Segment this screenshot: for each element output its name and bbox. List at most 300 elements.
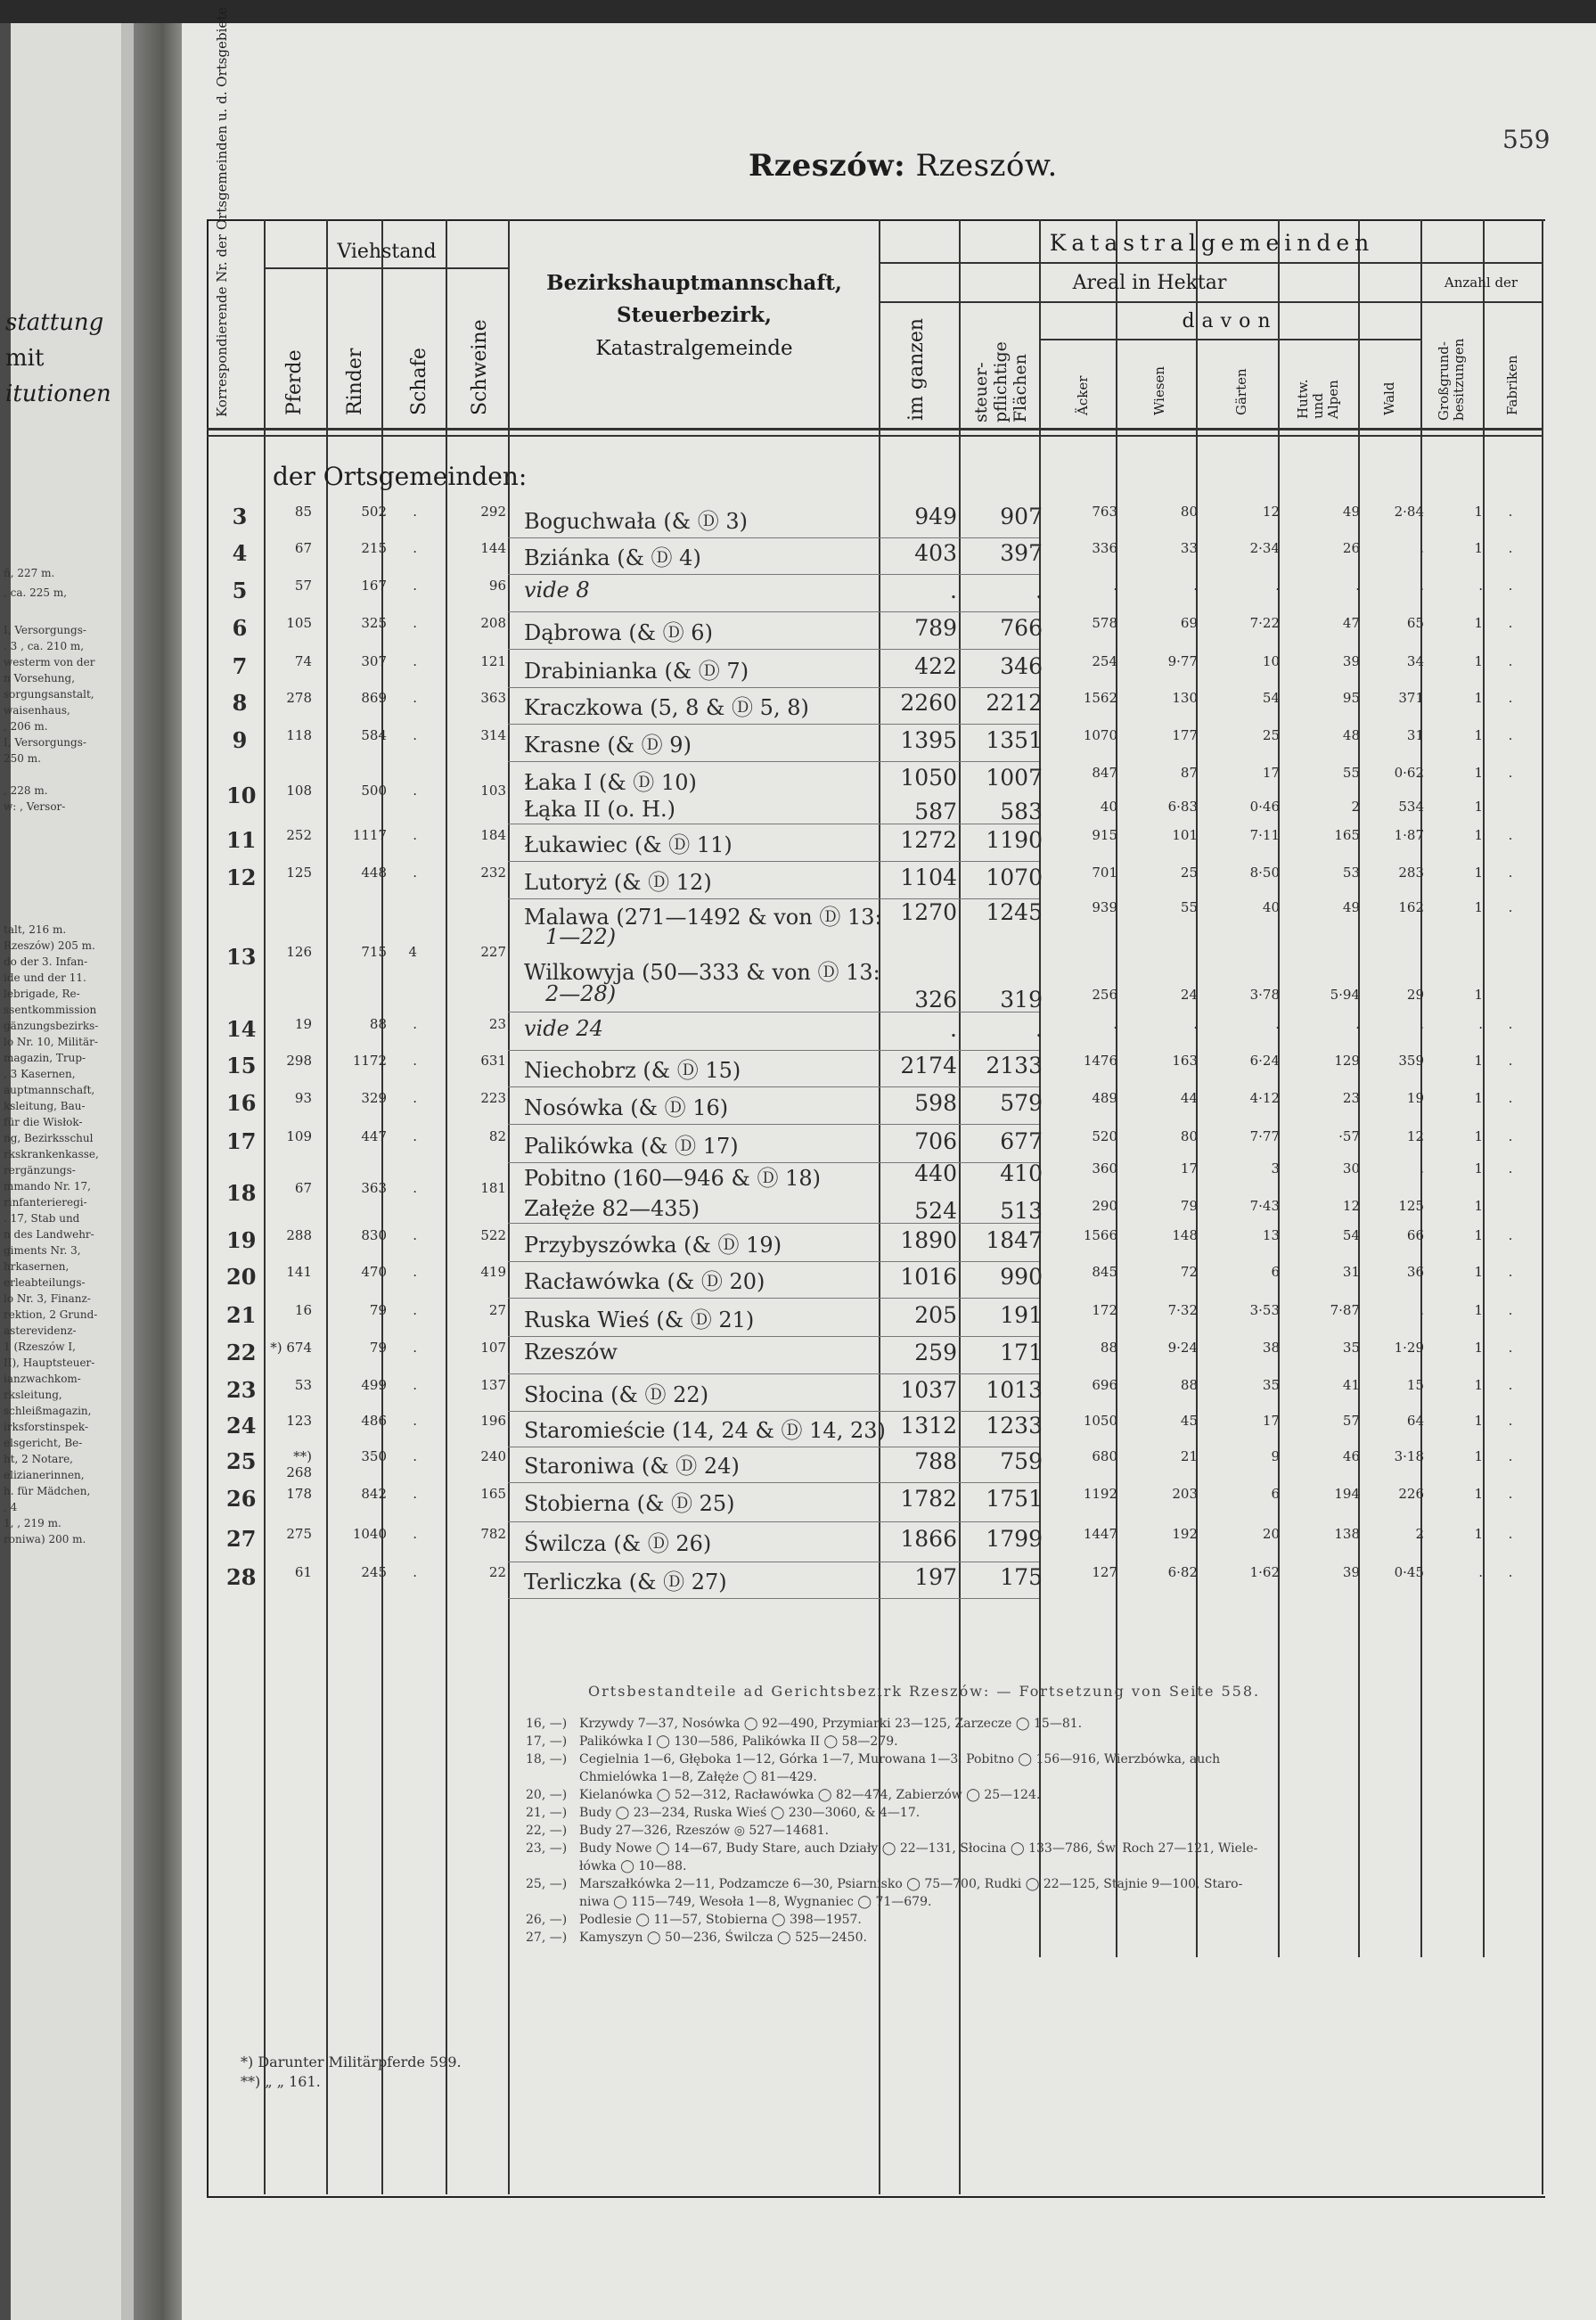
cell-wi: 80 — [1180, 1128, 1198, 1144]
cell-st: 346 — [1000, 653, 1043, 679]
cell-st: 1847 — [986, 1227, 1043, 1253]
cell-gr: 1 — [1474, 1160, 1483, 1176]
footnote-militaerpferde-2: **) „ „ 161. — [241, 2073, 321, 2090]
cell-nr: 21 — [226, 1302, 257, 1328]
ortsbestandteile-key: 26, —) — [526, 1913, 568, 1927]
header-bezirkshauptmannschaft: Bezirkshauptmannschaft, — [546, 271, 842, 295]
cell-pf: 85 — [294, 504, 312, 520]
cell-ga: 7·11 — [1249, 827, 1280, 843]
ortsbestandteile-key: 23, —) — [526, 1841, 568, 1856]
cell-ri: 842 — [361, 1486, 387, 1502]
cell-fa: . — [1508, 1448, 1513, 1464]
cell-gr: 1 — [1474, 865, 1483, 881]
cell-sc: . — [413, 1128, 417, 1144]
ortsbestandteile-line — [526, 1733, 1533, 1750]
cell-fa: . — [1508, 504, 1513, 520]
cell-ga: 20 — [1262, 1526, 1280, 1542]
cell-ac: 1476 — [1083, 1053, 1117, 1069]
cell-ri: 245 — [361, 1564, 387, 1580]
cell-sw: 27 — [488, 1302, 506, 1318]
cell-ga: 35 — [1262, 1377, 1280, 1393]
cell-st-second: 513 — [1000, 1198, 1043, 1224]
cell-sc: . — [413, 653, 417, 669]
cell-wa: 12 — [1406, 1128, 1424, 1144]
cell-gr: 1 — [1474, 690, 1483, 706]
cell-ga: 6·24 — [1249, 1053, 1280, 1069]
cell-ga: 6 — [1271, 1486, 1280, 1502]
cell-wa: 2·84 — [1394, 504, 1424, 520]
cell-ig-second: 587 — [914, 799, 957, 824]
cell-wi: 7·32 — [1167, 1302, 1198, 1318]
cell-sw: 227 — [480, 944, 506, 960]
cell-ac: 1070 — [1083, 727, 1117, 743]
cell-nr: 10 — [226, 783, 257, 808]
cell-sc: . — [413, 827, 417, 843]
cell-ac: 845 — [1092, 1264, 1117, 1280]
row-rule — [508, 1050, 879, 1051]
cell-nr: 24 — [226, 1413, 257, 1439]
cell-wi-second: 6·83 — [1167, 799, 1198, 815]
cell-st: 2133 — [986, 1053, 1043, 1078]
cell-fa: . — [1508, 865, 1513, 881]
cell-sc: . — [413, 1053, 417, 1069]
row-rule — [879, 301, 1542, 303]
cell-katastralgemeinde: Drabinianka (& Ⓓ 7) — [524, 659, 749, 684]
cell-ri: 329 — [361, 1090, 387, 1106]
cell-ac: 520 — [1092, 1128, 1117, 1144]
row-rule — [879, 1261, 1039, 1262]
cell-pf: 278 — [286, 690, 312, 706]
section-label-ortsgemeinden: der Ortsgemeinden: — [273, 462, 528, 491]
cell-ga: 17 — [1262, 765, 1280, 781]
cell-hu: 39 — [1342, 653, 1360, 669]
cell-ig: 1312 — [900, 1413, 957, 1439]
cell-gr: 1 — [1474, 827, 1483, 843]
cell-nr: 20 — [226, 1264, 257, 1290]
cell-ac: 1050 — [1083, 1413, 1117, 1429]
cell-st: 171 — [1000, 1340, 1043, 1365]
ortsbestandteile-text: niwa ◯ 115—749, Wesoła 1—8, Wygnaniec ◯ 71—679. — [579, 1895, 932, 1909]
header-steuerbezirk: Steuerbezirk, — [617, 303, 772, 327]
cell-nr: 5 — [232, 578, 248, 603]
cell-st: . — [1035, 1016, 1043, 1042]
fragment-line: elsgericht, Be- — [4, 1437, 83, 1449]
footnote-militaerpferde: *) Darunter Militärpferde 599. — [241, 2054, 462, 2070]
cell-wi: 9·24 — [1167, 1340, 1198, 1356]
cell-katastralgemeinde: Stobierna (& Ⓓ 25) — [524, 1491, 735, 1516]
fragment-line: w: , Versor- — [4, 800, 66, 813]
ortsbestandteile-text: Budy Nowe ◯ 14—67, Budy Stare, auch Działy ◯ 22—131, Słocina ◯ 133—786, Św. Roch 27—121, Wiele- — [579, 1841, 1258, 1856]
cell-katastralgemeinde: Nosówka (& Ⓓ 16) — [524, 1095, 729, 1120]
ortsbestandteile-line — [526, 1911, 1533, 1929]
fragment-line: rektion, 2 Grund- — [4, 1308, 98, 1321]
cell-ig: 440 — [914, 1160, 957, 1186]
cell-wa-second: 29 — [1406, 987, 1424, 1003]
cell-sw: 121 — [480, 653, 506, 669]
cell-ri: 1117 — [352, 827, 387, 843]
cell-ac: 127 — [1092, 1564, 1117, 1580]
cell-st-second: 319 — [1000, 987, 1043, 1012]
fragment-line: , 206 m. — [4, 720, 48, 733]
cell-sc: . — [413, 727, 417, 743]
cell-hu: 165 — [1334, 827, 1360, 843]
cell-nr: 8 — [232, 690, 248, 716]
cell-ga: 12 — [1262, 504, 1280, 520]
fragment-line: , 3 Kasernen, — [4, 1068, 76, 1080]
cell-gr: 1 — [1474, 1090, 1483, 1106]
fragment-line: lo Nr. 3, Finanz- — [4, 1292, 91, 1305]
cell-wa: 31 — [1406, 727, 1424, 743]
row-rule — [879, 1298, 1039, 1299]
cell-sw: 22 — [488, 1564, 506, 1580]
cell-fa: . — [1508, 1564, 1513, 1580]
cell-sc: . — [413, 540, 417, 556]
fragment-heading-3: itutionen — [5, 381, 111, 407]
cell-ac: 336 — [1092, 540, 1117, 556]
cell-wa: 15 — [1406, 1377, 1424, 1393]
ortsbestandteile-line — [526, 1893, 1533, 1911]
cell-pf: 298 — [286, 1053, 312, 1069]
cell-nr: 18 — [226, 1180, 257, 1206]
cell-wa: 371 — [1398, 690, 1424, 706]
cell-st: 1007 — [986, 765, 1043, 791]
row-rule — [508, 861, 879, 862]
cell-ac: 1192 — [1083, 1486, 1117, 1502]
cell-sw: 196 — [480, 1413, 506, 1429]
cell-ig: 1270 — [900, 899, 957, 925]
cell-hu: 26 — [1342, 540, 1360, 556]
cell-ri: 499 — [361, 1377, 387, 1393]
column-rule — [446, 219, 447, 2194]
cell-gr-second: 1 — [1474, 799, 1483, 815]
header-davon: davon — [1182, 310, 1278, 332]
cell-wi: 177 — [1172, 727, 1198, 743]
cell-sw: 419 — [480, 1264, 506, 1280]
cell-ac: . — [1113, 578, 1117, 594]
ortsbestandteile-key: 16, —) — [526, 1717, 568, 1731]
fragment-line: ñ, 227 m. — [4, 567, 55, 579]
cell-fa: . — [1508, 899, 1513, 915]
cell-fa: . — [1508, 1053, 1513, 1069]
fragment-line: waisenhaus, — [4, 704, 70, 717]
cell-sw: 208 — [480, 615, 506, 631]
cell-nr: 12 — [226, 865, 257, 890]
ortsbestandteile-text: Budy ◯ 23—234, Ruska Wieś ◯ 230—3060, & 4—17. — [579, 1806, 921, 1820]
cell-hu: . — [1355, 1016, 1360, 1032]
page-number: 559 — [1502, 125, 1551, 154]
cell-katastralgemeinde-second: Wilkowyja (50—333 & von Ⓓ 13: — [524, 960, 880, 985]
ortsbestandteile-line — [526, 1875, 1533, 1893]
cell-wi: . — [1193, 578, 1198, 594]
ortsbestandteile-line — [526, 1750, 1533, 1768]
cell-pf: 67 — [294, 1180, 312, 1196]
cell-gr: 1 — [1474, 1448, 1483, 1464]
cell-pf: *) 674 — [270, 1340, 312, 1356]
cell-ac: 1562 — [1083, 690, 1117, 706]
cell-gr: 1 — [1474, 1053, 1483, 1069]
row-rule — [879, 724, 1039, 725]
fragment-line: hrkasernen, — [4, 1260, 70, 1273]
cell-ac: 172 — [1092, 1302, 1117, 1318]
cell-ac: 578 — [1092, 615, 1117, 631]
cell-wa: 64 — [1406, 1413, 1424, 1429]
cell-st: 677 — [1000, 1128, 1043, 1154]
cell-ac: 360 — [1092, 1160, 1117, 1176]
row-rule — [879, 537, 1039, 538]
cell-st: 766 — [1000, 615, 1043, 641]
cell-hu: 41 — [1342, 1377, 1360, 1393]
cell-fa: . — [1508, 1377, 1513, 1393]
cell-wi: 55 — [1180, 899, 1198, 915]
cell-sc: . — [413, 1180, 417, 1196]
cell-gr: 1 — [1474, 1486, 1483, 1502]
cell-ig: 2174 — [900, 1053, 957, 1078]
cell-wi: 21 — [1180, 1448, 1198, 1464]
fragment-line: 1, , 219 m. — [4, 1517, 61, 1529]
cell-ig: 197 — [914, 1564, 957, 1590]
cell-wi: 9·77 — [1167, 653, 1198, 669]
cell-katastralgemeinde: Łukawiec (& Ⓓ 11) — [524, 832, 733, 857]
row-rule — [508, 724, 879, 725]
cell-ac: 1566 — [1083, 1227, 1117, 1243]
fragment-line: lo Nr. 10, Militär- — [4, 1036, 98, 1048]
row-rule — [879, 687, 1039, 688]
cell-pf: 105 — [286, 615, 312, 631]
fragment-heading-1: stattung — [5, 309, 104, 336]
cell-fa: . — [1508, 690, 1513, 706]
cell-sc: . — [413, 865, 417, 881]
cell-ri: 830 — [361, 1227, 387, 1243]
cell-ac-second: 40 — [1100, 799, 1117, 815]
fragment-line: rinfanterieregi- — [4, 1196, 87, 1209]
cell-sw: 522 — [480, 1227, 506, 1243]
cell-ga: 38 — [1262, 1340, 1280, 1356]
cell-ri: 1172 — [352, 1053, 387, 1069]
previous-page-fragment — [0, 23, 134, 2320]
cell-fa: . — [1508, 1413, 1513, 1429]
cell-gr-second: 1 — [1474, 1198, 1483, 1214]
cell-st: 1233 — [986, 1413, 1043, 1439]
fragment-line: rksleitung, — [4, 1389, 62, 1401]
ortsbestandteile-key: 27, —) — [526, 1931, 568, 1945]
ortsbestandteile-line — [526, 1715, 1533, 1733]
cell-hu: 49 — [1342, 504, 1360, 520]
cell-wa: 2 — [1415, 1526, 1424, 1542]
cell-sc: . — [413, 1448, 417, 1464]
header-schweine: Schweine — [469, 319, 491, 415]
cell-ig-second: 524 — [914, 1198, 957, 1224]
cell-ig: 205 — [914, 1302, 957, 1328]
cell-ri: 167 — [361, 578, 387, 594]
cell-katastralgemeinde: Ruska Wieś (& Ⓓ 21) — [524, 1308, 755, 1332]
cell-pf: 93 — [294, 1090, 312, 1106]
cell-wi: 44 — [1180, 1090, 1198, 1106]
cell-fa: . — [1508, 765, 1513, 781]
cell-st: 1799 — [986, 1526, 1043, 1552]
cell-sw: 232 — [480, 865, 506, 881]
cell-gr: . — [1478, 1016, 1483, 1032]
cell-sc: . — [413, 1377, 417, 1393]
cell-ig: 1866 — [900, 1526, 957, 1552]
cell-ig: 949 — [914, 504, 957, 529]
fragment-heading-2: mit — [5, 345, 45, 372]
cell-katastralgemeinde: Bziánka (& Ⓓ 4) — [524, 545, 701, 570]
ortsbestandteile-text: Cegielnia 1—6, Głęboka 1—12, Górka 1—7, Murowana 1—3, Pobitno ◯ 156—916, Wierzbówka, auch — [579, 1752, 1221, 1767]
cell-katastralgemeinde: Kraczkowa (5, 8 & Ⓓ 5, 8) — [524, 695, 809, 720]
cell-katastralgemeinde: Palikówka (& Ⓓ 17) — [524, 1134, 739, 1159]
cell-nr: 26 — [226, 1486, 257, 1512]
cell-sc: 4 — [408, 944, 417, 960]
cell-nr: 9 — [232, 727, 248, 753]
header-viehstand: Viehstand — [337, 241, 437, 263]
cell-ri: 470 — [361, 1264, 387, 1280]
cell-wa: . — [1420, 1160, 1424, 1176]
cell-sc: . — [413, 690, 417, 706]
cell-pf: 252 — [286, 827, 312, 843]
cell-hu: . — [1355, 578, 1360, 594]
cell-st: . — [1035, 578, 1043, 603]
cell-ga: 54 — [1262, 690, 1280, 706]
column-rule — [1420, 219, 1422, 1957]
cell-pf: 123 — [286, 1413, 312, 1429]
row-rule — [207, 435, 1542, 437]
cell-ri: 448 — [361, 865, 387, 881]
cell-katastralgemeinde: Boguchwała (& Ⓓ 3) — [524, 509, 748, 534]
cell-katastralgemeinde-second: Załęże 82—435) — [524, 1196, 700, 1221]
cell-hu: 57 — [1342, 1413, 1360, 1429]
ortsbestandteile-line — [526, 1768, 1533, 1786]
cell-ri: 486 — [361, 1413, 387, 1429]
fragment-line: rergänzungs- — [4, 1164, 76, 1176]
cell-st: 2212 — [986, 690, 1043, 716]
cell-gr: 1 — [1474, 540, 1483, 556]
cell-wa: 0·62 — [1394, 765, 1424, 781]
header-katastralgemeinden: Katastralgemeinden — [1049, 230, 1375, 256]
cell-wi: 72 — [1180, 1264, 1198, 1280]
cell-st: 1351 — [986, 727, 1043, 753]
cell-pf: 178 — [286, 1486, 312, 1502]
header-wald: Wald — [1381, 381, 1397, 415]
cell-wi: 203 — [1172, 1486, 1198, 1502]
cell-pf: 61 — [294, 1564, 312, 1580]
cell-ig: 789 — [914, 615, 957, 641]
cell-ig: 1272 — [900, 827, 957, 853]
cell-ig: . — [950, 578, 957, 603]
row-rule — [879, 861, 1039, 862]
cell-sc: . — [413, 1340, 417, 1356]
cell-ga-second: 7·43 — [1249, 1198, 1280, 1214]
cell-ga: . — [1275, 578, 1280, 594]
cell-sw: 165 — [480, 1486, 506, 1502]
cell-pf: 67 — [294, 540, 312, 556]
cell-fa: . — [1508, 1526, 1513, 1542]
cell-ig: 1037 — [900, 1377, 957, 1403]
cell-hu: 138 — [1334, 1526, 1360, 1542]
ortsbestandteile-line — [526, 1786, 1533, 1804]
cell-ga: 9 — [1271, 1448, 1280, 1464]
cell-hu: ·57 — [1338, 1128, 1360, 1144]
cell-pf: 109 — [286, 1128, 312, 1144]
cell-ig: 1890 — [900, 1227, 957, 1253]
fragment-line: , 228 m. — [4, 784, 48, 797]
cell-fa: . — [1508, 1340, 1513, 1356]
fragment-line: ht, 2 Notare, — [4, 1453, 73, 1465]
fragment-line: n des Landwehr- — [4, 1228, 94, 1241]
cell-wi: 17 — [1180, 1160, 1198, 1176]
cell-gr: 1 — [1474, 1227, 1483, 1243]
fragment-line: ianzwachkom- — [4, 1373, 81, 1385]
row-rule — [508, 1223, 879, 1224]
cell-st: 397 — [1000, 540, 1043, 566]
fragment-line: I, Versorgungs- — [4, 624, 86, 636]
fragment-line: ide und der 11. — [4, 971, 86, 984]
fragment-line: do der 3. Infan- — [4, 955, 88, 968]
cell-gr: 1 — [1474, 504, 1483, 520]
cell-ig: 1104 — [900, 865, 957, 890]
header-korrespondierende-nr: Korrespondierende Nr. der Ortsgemeinden u. d. Ortsgebiete — [214, 6, 230, 417]
fragment-line: ng, Bezirksschul — [4, 1132, 94, 1144]
cell-wi: . — [1193, 1016, 1198, 1032]
cell-ri: 307 — [361, 653, 387, 669]
cell-nr: 14 — [226, 1016, 257, 1042]
row-rule — [879, 1598, 1039, 1599]
cell-sw: 782 — [480, 1526, 506, 1542]
cell-wa: 36 — [1406, 1264, 1424, 1280]
cell-sw: 314 — [480, 727, 506, 743]
ortsbestandteile-text: Kielanówka ◯ 52—312, Racławówka ◯ 82—474, Zabierzów ◯ 25—124. — [579, 1788, 1041, 1802]
row-rule — [508, 649, 879, 650]
header-anzahl-der: Anzahl der — [1444, 275, 1518, 291]
cell-katastralgemeinde: Przybyszówka (& Ⓓ 19) — [524, 1233, 782, 1258]
cell-fa: . — [1508, 827, 1513, 843]
row-rule — [508, 761, 879, 762]
cell-katastralgemeinde: Niechobrz (& Ⓓ 15) — [524, 1058, 741, 1083]
cell-st: 1245 — [986, 899, 1043, 925]
fragment-line: irksforstinspek- — [4, 1421, 89, 1433]
cell-katastralgemeinde: Lutoryż (& Ⓓ 12) — [524, 870, 712, 895]
cell-fa: . — [1508, 1016, 1513, 1032]
cell-ri: 1040 — [352, 1526, 387, 1542]
cell-wa: 3·18 — [1394, 1448, 1424, 1464]
cell-sw: 96 — [488, 578, 506, 594]
cell-pf: 16 — [294, 1302, 312, 1318]
ortsbestandteile-key: 18, —) — [526, 1752, 568, 1767]
ortsbestandteile-text: Kamyszyn ◯ 50—236, Świlcza ◯ 525—2450. — [579, 1931, 867, 1945]
cell-wi: 130 — [1172, 690, 1198, 706]
cell-ga: 1·62 — [1249, 1564, 1280, 1580]
cell-gr: 1 — [1474, 765, 1483, 781]
cell-wi: 69 — [1180, 615, 1198, 631]
fragment-line: , ca. 225 m, — [4, 586, 68, 599]
cell-ga-second: 3·78 — [1249, 987, 1280, 1003]
cell-ri: 325 — [361, 615, 387, 631]
cell-gr: 1 — [1474, 1264, 1483, 1280]
ortsbestandteile-text: Podlesie ◯ 11—57, Stobierna ◯ 398—1957. — [579, 1913, 862, 1927]
row-rule — [879, 649, 1039, 650]
cell-katastralgemeinde: Dąbrowa (& Ⓓ 6) — [524, 620, 713, 645]
ortsbestandteile-line — [526, 1804, 1533, 1822]
cell-sw: 137 — [480, 1377, 506, 1393]
cell-pf: 126 — [286, 944, 312, 960]
cell-ri: 79 — [369, 1302, 387, 1318]
row-rule — [508, 537, 879, 538]
fragment-line: n Vorsehung, — [4, 672, 76, 685]
header-fabriken: Fabriken — [1504, 355, 1520, 415]
cell-ac: 701 — [1092, 865, 1117, 881]
cell-ga: 40 — [1262, 899, 1280, 915]
column-rule — [1358, 219, 1360, 1957]
fragment-line: elizianerinnen, — [4, 1469, 85, 1481]
